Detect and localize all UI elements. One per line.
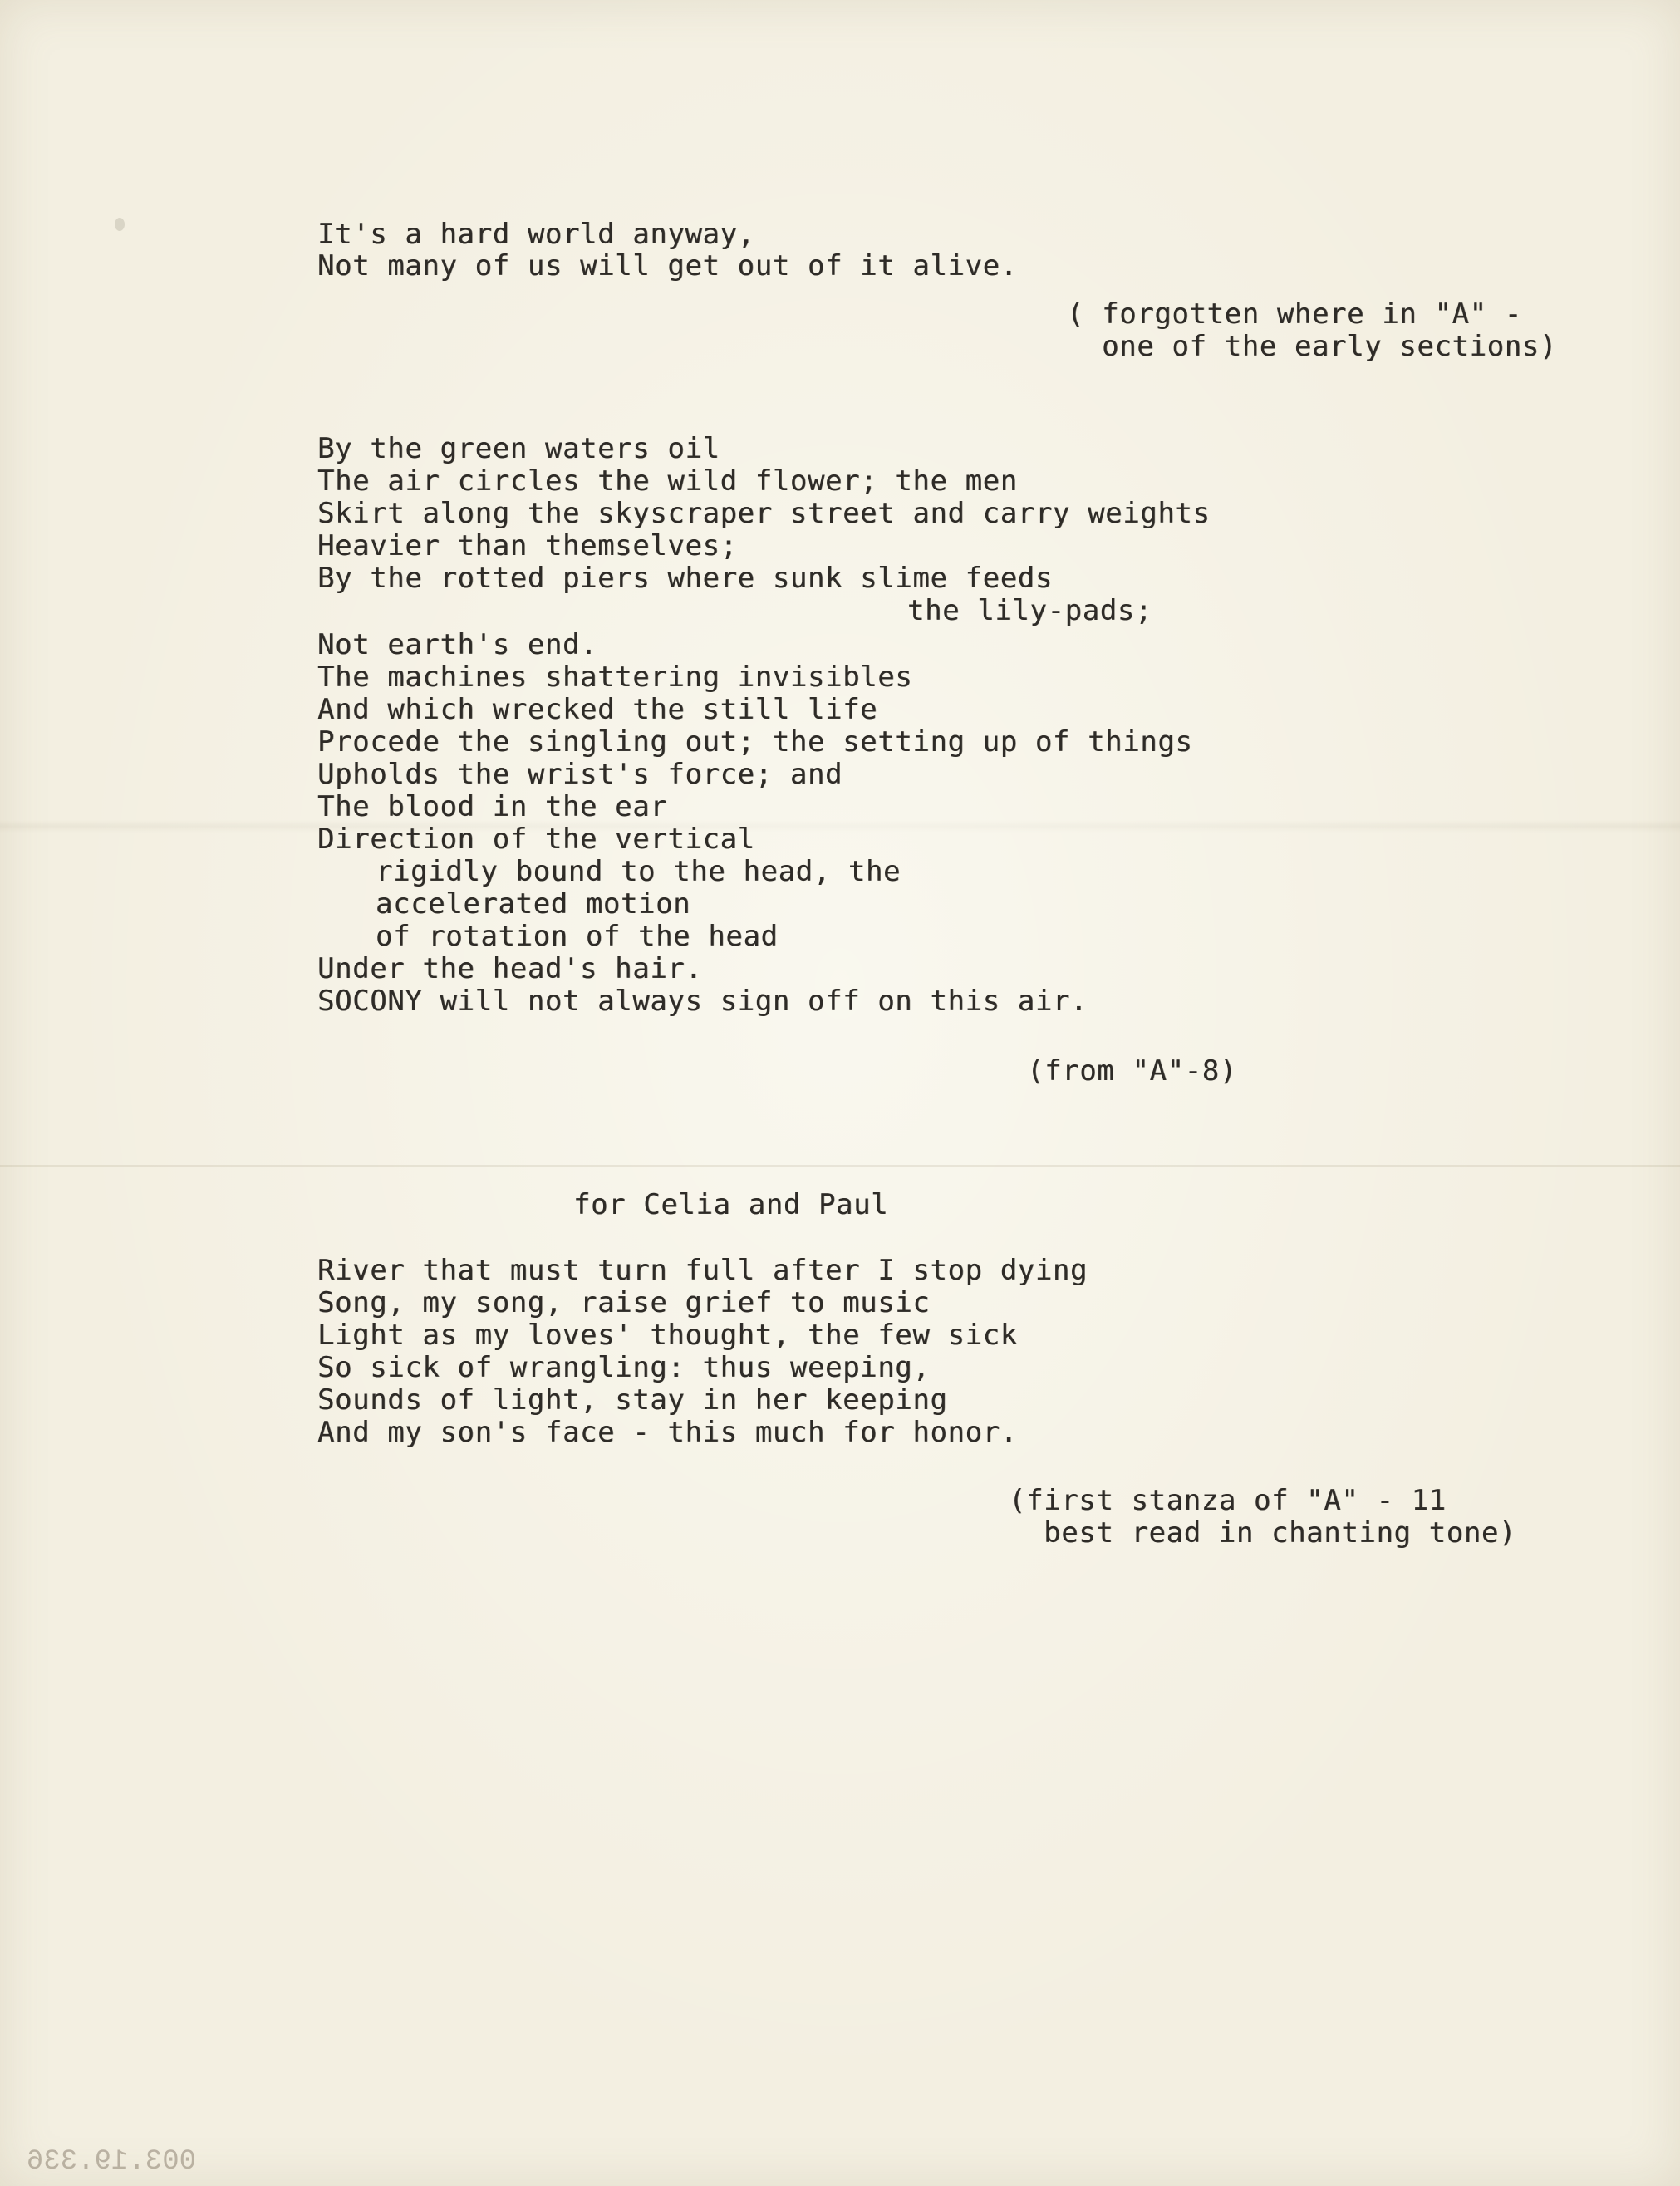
poem-line: Song, my song, raise grief to music [317,1286,931,1319]
poem-line: The air circles the wild flower; the men [317,464,1018,498]
source-note: one of the early sections) [1067,330,1557,363]
poem-line: Not earth's end. [317,628,598,661]
poem-line: Procede the singling out; the setting up of things [317,725,1193,759]
poem-line: Under the head's hair. [317,952,703,985]
poem-line: River that must turn full after I stop dying [317,1254,1088,1287]
poem-line: the lily-pads; [907,594,1152,627]
paper-blemish [115,218,125,231]
poem-line: Light as my loves' thought, the few sick [317,1319,1018,1352]
paper-fold-crease [0,1165,1680,1167]
poem-line: Not many of us will get out of it alive. [317,249,1018,282]
source-note: best read in chanting tone) [1009,1516,1517,1550]
poem-line: And which wrecked the still life [317,693,878,726]
source-note: ( forgotten where in "A" - [1067,297,1522,331]
poem-line: The machines shattering invisibles [317,661,913,694]
poem-line: It's a hard world anyway, [317,218,755,251]
poem-line: So sick of wrangling: thus weeping, [317,1351,931,1384]
poem-line: The blood in the ear [317,790,668,823]
poem-line: Sounds of light, stay in her keeping [317,1383,948,1417]
poem-line: Skirt along the skyscraper street and carry weights [317,497,1211,530]
poem-line: Heavier than themselves; [317,529,738,562]
dedication: for Celia and Paul [573,1188,889,1221]
poem-line: And my son's face - this much for honor. [317,1416,1018,1449]
poem-line: Upholds the wrist's force; and [317,758,843,791]
poem-line: SOCONY will not always sign off on this air. [317,985,1088,1018]
poem-line: By the green waters oil [317,432,720,465]
archive-number: 003.19.336 [27,2146,197,2178]
poem-line: By the rotted piers where sunk slime feeds [317,562,1053,595]
poem-line: Direction of the vertical [317,823,755,856]
poem-line: of rotation of the head [376,920,779,953]
poem-line: accelerated motion [376,887,691,921]
poem-line: rigidly bound to the head, the [376,855,901,888]
source-note: (first stanza of "A" - 11 [1009,1484,1447,1517]
source-note: (from "A"-8) [1027,1054,1237,1088]
